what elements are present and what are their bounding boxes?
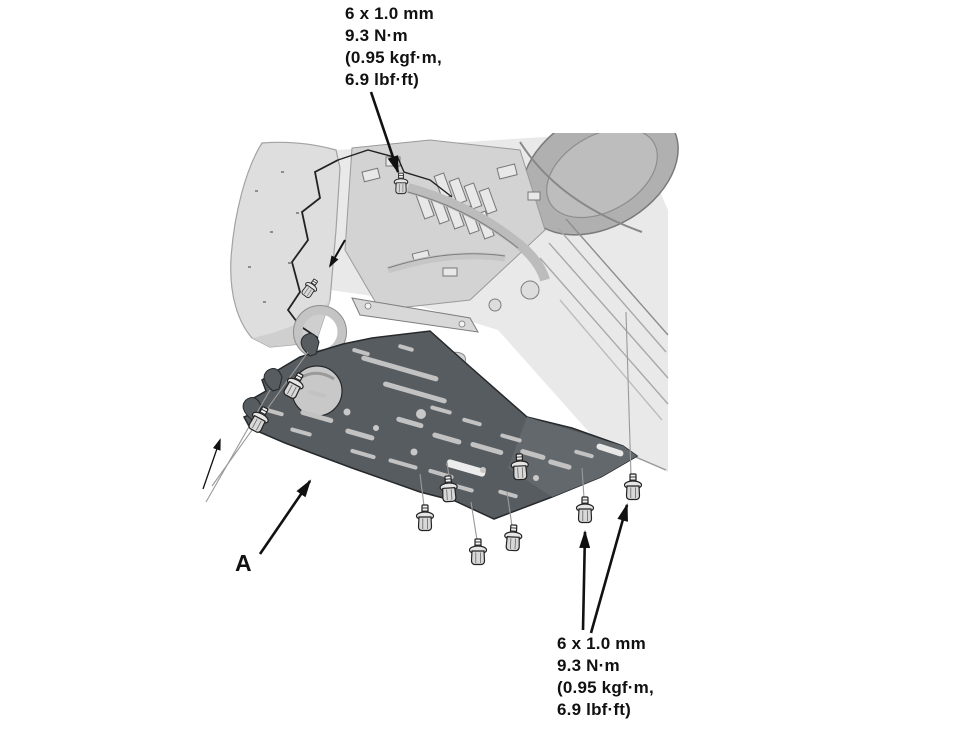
bolt-icon bbox=[577, 497, 594, 523]
arrow-part-a bbox=[260, 481, 310, 554]
arrow-bottom-spec-left bbox=[583, 532, 585, 630]
torque-spec-top bbox=[345, 3, 442, 91]
torque-spec-line: 6.9 lbf·ft) bbox=[345, 70, 419, 89]
torque-spec-bottom bbox=[557, 633, 654, 721]
torque-spec-line: (0.95 kgf·m, bbox=[345, 48, 442, 67]
arrow-bottom-spec-right bbox=[591, 505, 627, 633]
bolt-icon bbox=[417, 505, 434, 531]
torque-spec-line: (0.95 kgf·m, bbox=[557, 678, 654, 697]
torque-spec-line: 6 x 1.0 mm bbox=[557, 634, 646, 653]
bolt-icon bbox=[504, 525, 522, 551]
bolt-icon bbox=[625, 474, 642, 500]
torque-spec-line: 6.9 lbf·ft) bbox=[557, 700, 631, 719]
torque-spec-line: 9.3 N·m bbox=[557, 656, 620, 675]
torque-spec-line: 6 x 1.0 mm bbox=[345, 4, 434, 23]
torque-spec-line: 9.3 N·m bbox=[345, 26, 408, 45]
part-label-a: A bbox=[235, 550, 252, 576]
bolt-icon bbox=[470, 539, 487, 565]
